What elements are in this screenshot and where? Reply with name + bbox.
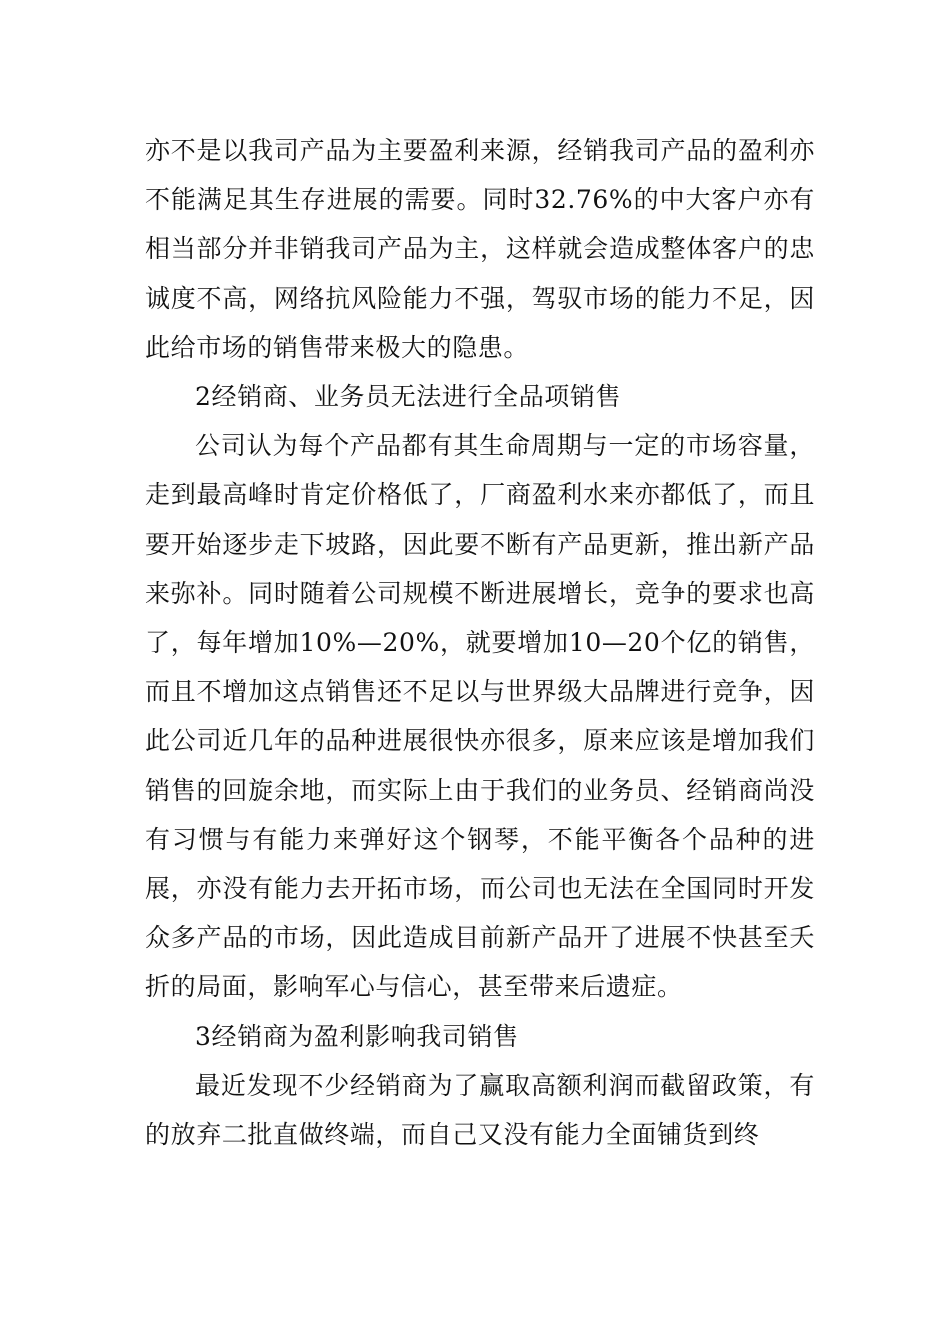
paragraph-product-lifecycle: 公司认为每个产品都有其生命周期与一定的市场容量，走到最高峰时肯定价格低了，厂商盈利水来亦都低了，而且要开始逐步走下坡路，因此要不断有产品更新，推出新产品来弥补。同时随着公司规模不断进展增长，竞争的要求也高了，每年增加10%—20%，就要增加10—20个亿的销售，而且不增加这点销售还不足以与世界级大品牌进行竞争，因此公司近几年的品种进展很快亦很多，原来应该是增加我们销售的回旋余地，而实际上由于我们的业务员、经销商尚没有习惯与有能力来弹好这个钢琴，不能平衡各个品种的进展，亦没有能力去开拓市场，而公司也无法在全国同时开发众多产品的市场，因此造成目前新产品开了进展不快甚至夭折的局面，影响军心与信心，甚至带来后遗症。 (145, 431, 815, 1002)
paragraph-dealer-policy: 最近发现不少经销商为了赢取高额利润而截留政策，有的放弃二批直做终端，而自己又没有能力全面铺货到终 (145, 1070, 815, 1150)
paragraph-customer-loyalty: 亦不是以我司产品为主要盈利来源，经销我司产品的盈利亦不能满足其生存进展的需要。同时32.76%的中大客户亦有相当部分并非销我司产品为主，这样就会造成整体客户的忠诚度不高，网络抗风险能力不强，驾驭市场的能力不足，因此给市场的销售带来极大的隐患。 (145, 136, 815, 362)
document-body (145, 126, 815, 1159)
section-heading-full-line-sales: 2经销商、业务员无法进行全品项销售 (195, 382, 622, 412)
section-heading-dealer-profit: 3经销商为盈利影响我司销售 (195, 1021, 519, 1051)
